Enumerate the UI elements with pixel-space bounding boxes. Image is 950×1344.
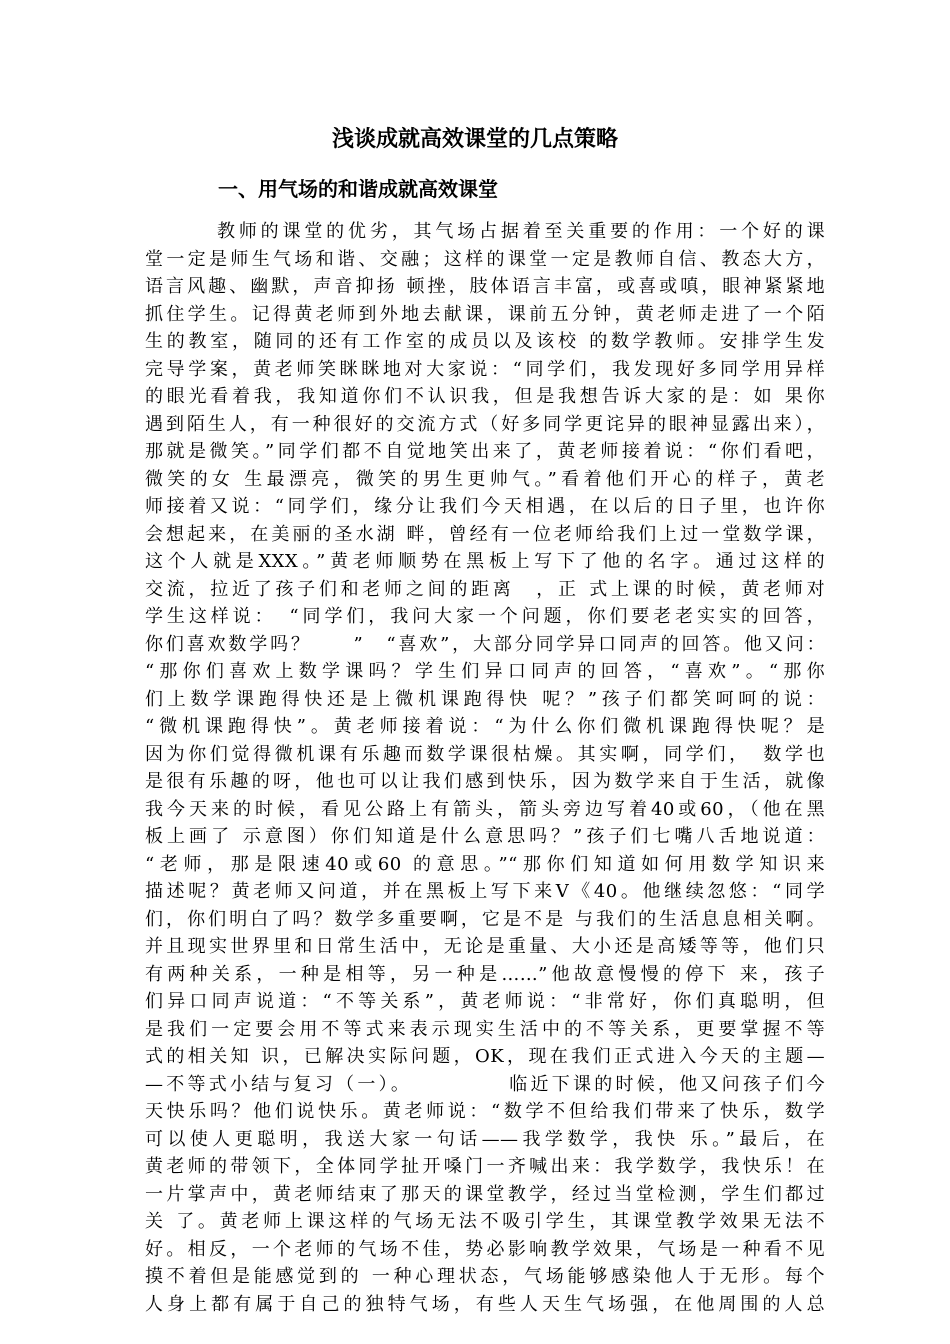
paragraph-line: 师接着又说：“同学们，缘分让我们今天相遇，在以后的日子里，也许你 [145,496,825,517]
paragraph-line: 我今天来的时候，看见公路上有箭头，箭头旁边写着40或60，（他在黑 [145,798,825,820]
paragraph-line: 式的相关知 识，已解决实际问题，OK，现在我们正式进入今天的主题— [145,1046,825,1067]
paragraph-line: 是我们一定要会用不等式来表示现实生活中的不等关系，更要掌握不等 [145,1018,825,1040]
paragraph-line: 抓住学生。记得黄老师到外地去献课，课前五分钟，黄老师走进了一个陌 [145,303,825,325]
paragraph-line: 有两种关系，一种是相等，另一种是……”他故意慢慢的停下 来，孩子 [145,963,825,985]
body-paragraph [145,218,825,1318]
paragraph-line: 关 了。黄老师上课这样的气场无法不吸引学生，其课堂教学效果无法不 [145,1211,825,1232]
paragraph-line: 可以使人更聪明，我送大家一句话——我学数学，我快 乐。”最后，在 [145,1128,825,1150]
section-heading: 一、用气场的和谐成就高效课堂 [218,177,498,201]
paragraph-line: 学生这样说： “同学们，我问大家一个问题，你们要老老实实的回答， [145,606,825,627]
paragraph-line: 人身上都有属于自己的独特气场，有些人天生气场强，在他周围的人总 [145,1293,825,1315]
paragraph-line: 一片掌声中，黄老师结束了那天的课堂教学，经过当堂检测，学生们都过 [145,1183,825,1205]
paragraph-line: 遇到陌生人，有一种很好的交流方式（好多同学更诧异的眼神显露出来）， [145,413,825,435]
paragraph-line: 天快乐吗？他们说快乐。黄老师说：“数学不但给我们带来了快乐，数学 [145,1101,825,1122]
paragraph-line: 黄老师的带领下，全体同学扯开嗓门一齐喊出来：我学数学，我快乐！在 [145,1156,825,1177]
paragraph-line: 堂一定是师生气场和谐、交融；这样的课堂一定是教师自信、教态大方， [145,248,825,270]
paragraph-line: 是很有乐趣的呀，他也可以让我们感到快乐，因为数学来自于生活，就像 [145,771,825,792]
paragraph-line: “老师，那是限速40或60 的意思。”“那你们知道如何用数学知识来 [145,853,825,875]
paragraph-line: 板上画了 示意图）你们知道是什么意思吗？”孩子们七嘴八舌地说道： [145,826,825,847]
paragraph-line: 摸不着但是能感觉到的 一种心理状态，气场能够感染他人于无形。每个 [145,1266,825,1287]
paragraph-line: 们上数学课跑得快还是上微机课跑得快 呢？”孩子们都笑呵呵的说： [145,688,825,710]
paragraph-line: 这个人就是XXX。”黄老师顺势在黑板上写下了他的名字。通过这样的 [145,551,825,572]
paragraph-line: 的眼光看着我，我知道你们不认识我，但是我想告诉大家的是：如 果你 [145,386,825,407]
paragraph-line: —不等式小结与复习（一）。 临近下课的时候，他又问孩子们今 [145,1073,825,1095]
paragraph-line: 好。相反，一个老师的气场不佳，势必影响教学效果，气场是一种看不见 [145,1238,825,1260]
paragraph-line: 交流，拉近了孩子们和老师之间的距离 ，正 式上课的时候，黄老师对 [145,578,825,600]
paragraph-line: 们异口同声说道：“不等关系”，黄老师说：“非常好，你们真聪明，但 [145,991,825,1012]
paragraph-line: 会想起来，在美丽的圣水湖 畔，曾经有一位老师给我们上过一堂数学课， [145,523,825,545]
paragraph-line: 语言风趣、幽默，声音抑扬 顿挫，肢体语言丰富，或喜或嗔，眼神紧紧地 [145,276,825,297]
paragraph-line: 教师的课堂的优劣，其气场占据着至关重要的作用：一个好的课 [217,221,825,242]
paragraph-line: 那就是微笑。”同学们都不自觉地笑出来了，黄老师接着说：“你们看吧， [145,441,825,462]
paragraph-line: “那你们喜欢上数学课吗？学生们异口同声的回答，“喜欢”。“那你 [145,661,825,682]
paragraph-line: 生的教室，随同的还有工作室的成员以及该校 的数学教师。安排学生发 [145,331,825,352]
paragraph-line: 们，你们明白了吗？数学多重要啊，它是不是 与我们的生活息息相关啊。 [145,908,825,930]
paragraph-line: 描述呢？黄老师又问道，并在黑板上写下来V《40。他继续忽悠：“同学 [145,881,825,902]
paragraph-line: 完导学案，黄老师笑眯眯地对大家说：“同学们，我发现好多同学用异样 [145,358,825,380]
paragraph-line: 你们喜欢数学吗？ ” “喜欢”，大部分同学异口同声的回答。他又问： [145,633,825,655]
paragraph-line: 因为你们觉得微机课有乐趣而数学课很枯燥。其实啊，同学们， 数学也 [145,743,825,765]
document-title: 浅谈成就高效课堂的几点策略 [331,126,618,152]
paragraph-line: “微机课跑得快”。黄老师接着说：“为什么你们微机课跑得快呢？是 [145,716,825,737]
paragraph-line: 微笑的女 生最漂亮，微笑的男生更帅气。”看着他们开心的样子，黄老 [145,468,825,490]
paragraph-line: 并且现实世界里和日常生活中，无论是重量、大小还是高矮等等，他们只 [145,936,825,957]
